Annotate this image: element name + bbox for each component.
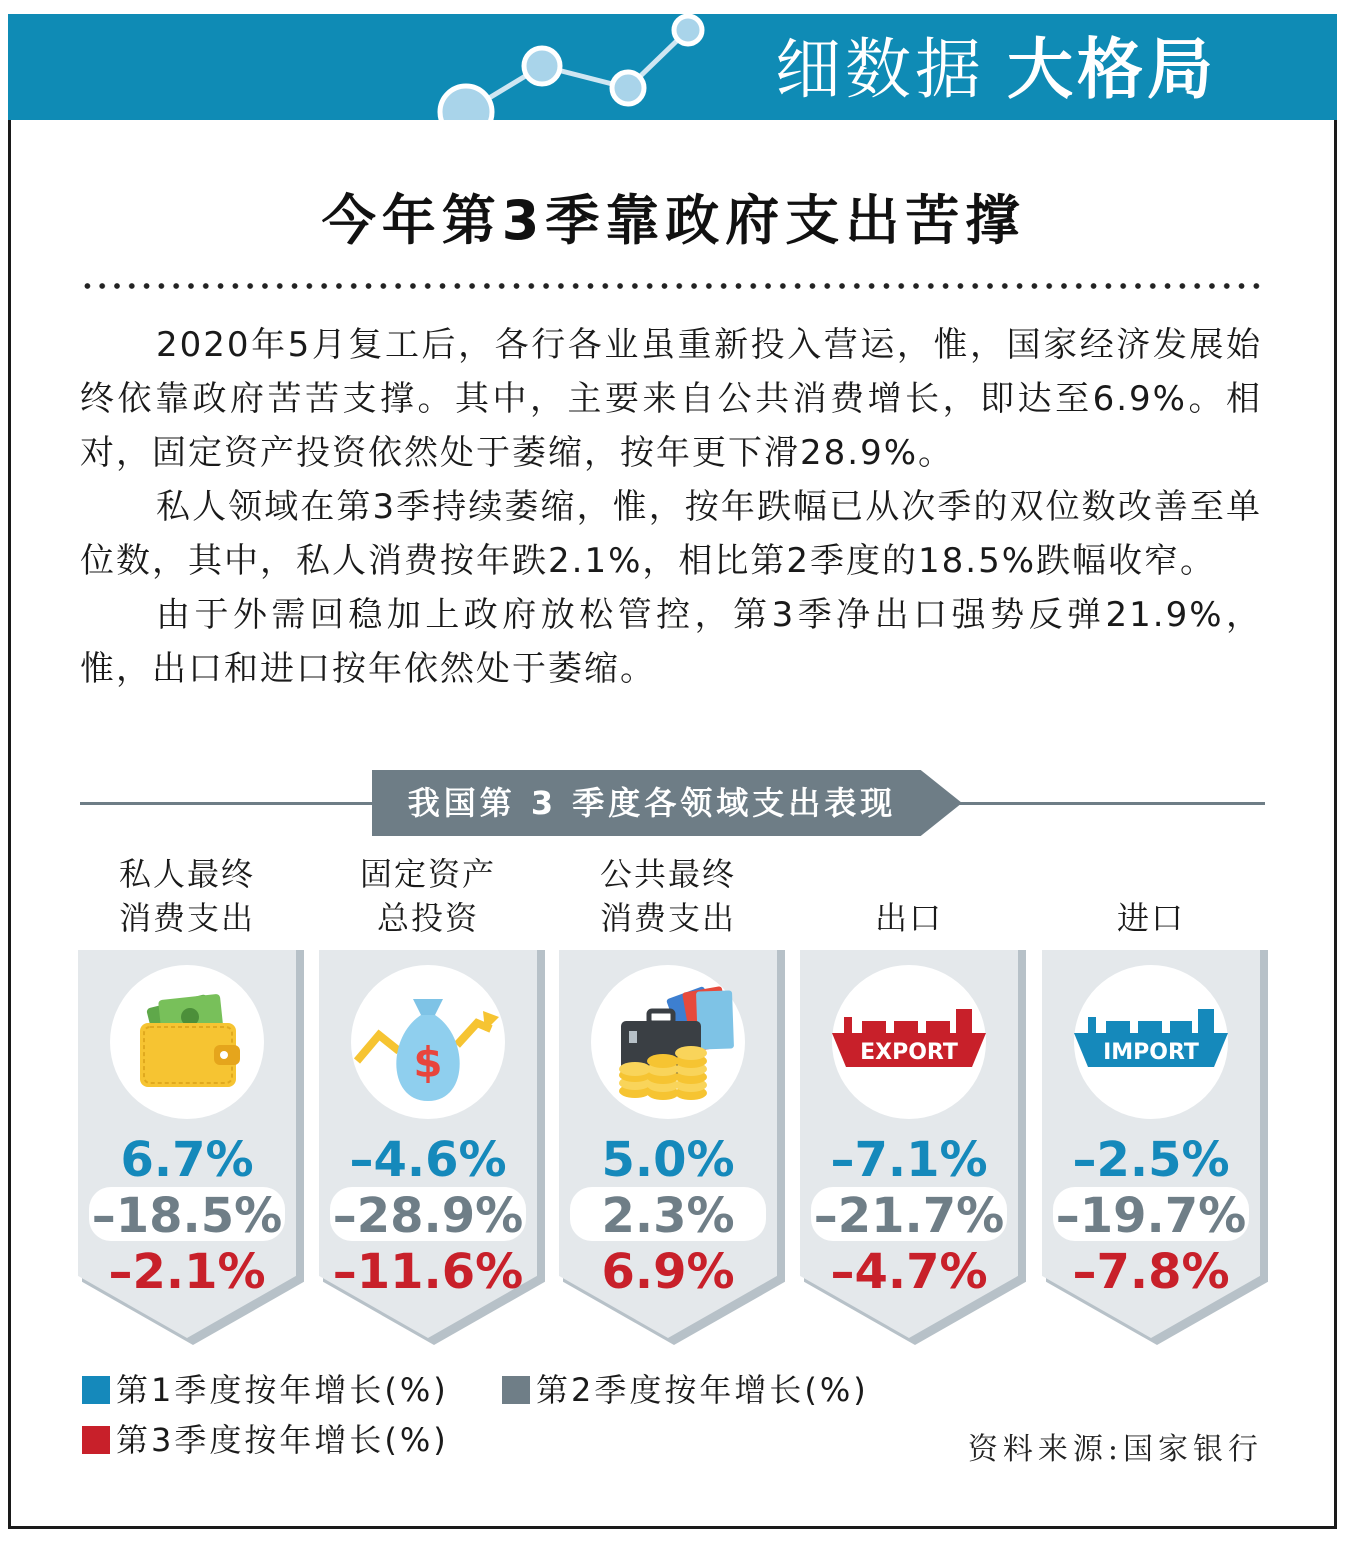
money-bag-icon [351,965,505,1119]
value-q3: –2.1% [108,1244,266,1300]
value-q1: 6.7% [120,1132,254,1188]
value-q3: –11.6% [332,1244,524,1300]
column-title [553,852,783,940]
paragraph-1: 2020年5月复工后，各行各业虽重新投入营运，惟，国家经济发展始终依靠政府苦苦支撑。其中，主要来自公共消费增长，即达至6.9%。相对，固定资产投资依然处于萎缩，按年更下滑28.9%。 [80,325,1262,473]
legend-label-q1: 第1季度按年增长(%) [116,1371,449,1409]
legend-label-q3: 第3季度按年增长(%) [116,1421,449,1459]
source-note: 资料来源:国家银行 [967,1432,1263,1467]
section-title: 我国第 3 季度各领域支出表现 [407,784,897,822]
brand-part-1: 细数据 [775,31,985,108]
paragraph-3: 由于外需回稳加上政府放松管控，第3季净出口强势反弹21.9%，惟，出口和进口按年依然处于萎缩。 [80,595,1262,689]
column-title-line1 [794,852,1024,896]
value-q2: –21.7% [813,1188,1005,1244]
column-title-line2: 消费支出 [118,899,255,937]
column-title-line2: 出口 [874,899,943,937]
briefcase-coins-icon [591,965,745,1119]
legend-swatch-q3 [82,1426,110,1454]
legend-swatch-q1 [82,1376,110,1404]
value-q2: –28.9% [332,1188,524,1244]
brand-title [775,30,1217,110]
value-q2: 2.3% [601,1188,735,1244]
value-q1: –2.5% [1072,1132,1230,1188]
column-title-line1: 公共最终 [599,855,736,893]
import-ship-label: IMPORT [1103,1040,1199,1065]
legend-swatch-q2 [502,1376,530,1404]
value-q3: –7.8% [1072,1244,1230,1300]
column-title [794,852,1024,940]
value-q2: –19.7% [1055,1188,1247,1244]
value-q2: –18.5% [91,1188,283,1244]
column-title-line2: 进口 [1116,899,1185,937]
column-title [72,852,302,940]
legend-label-q2: 第2季度按年增长(%) [536,1371,869,1409]
value-q3: 6.9% [601,1244,735,1300]
column-title [313,852,543,940]
dotted-divider [80,282,1265,290]
import-ship-icon [1074,965,1228,1119]
value-q1: –7.1% [830,1132,988,1188]
page-title: 今年第3季靠政府支出苦撑 [321,189,1026,252]
value-q1: 5.0% [601,1132,735,1188]
column-title-line1 [1036,852,1266,896]
column-title-line1: 固定资产 [359,855,496,893]
paragraph-2: 私人领域在第3季持续萎缩，惟，按年跌幅已从次季的双位数改善至单位数，其中，私人消费按年跌2.1%，相比第2季度的18.5%跌幅收窄。 [80,487,1262,581]
column-title-line2: 消费支出 [599,899,736,937]
brand-part-2: 大格局 [1007,31,1217,108]
value-q1: –4.6% [349,1132,507,1188]
value-q3: –4.7% [830,1244,988,1300]
wallet-icon [110,965,264,1119]
article-body [80,318,1262,696]
export-ship-icon [832,965,986,1119]
export-ship-label: EXPORT [860,1040,958,1065]
column-title [1036,852,1266,940]
column-title-line1: 私人最终 [118,855,255,893]
svg-text:$: $ [413,1038,443,1087]
column-title-line2: 总投资 [376,899,479,937]
